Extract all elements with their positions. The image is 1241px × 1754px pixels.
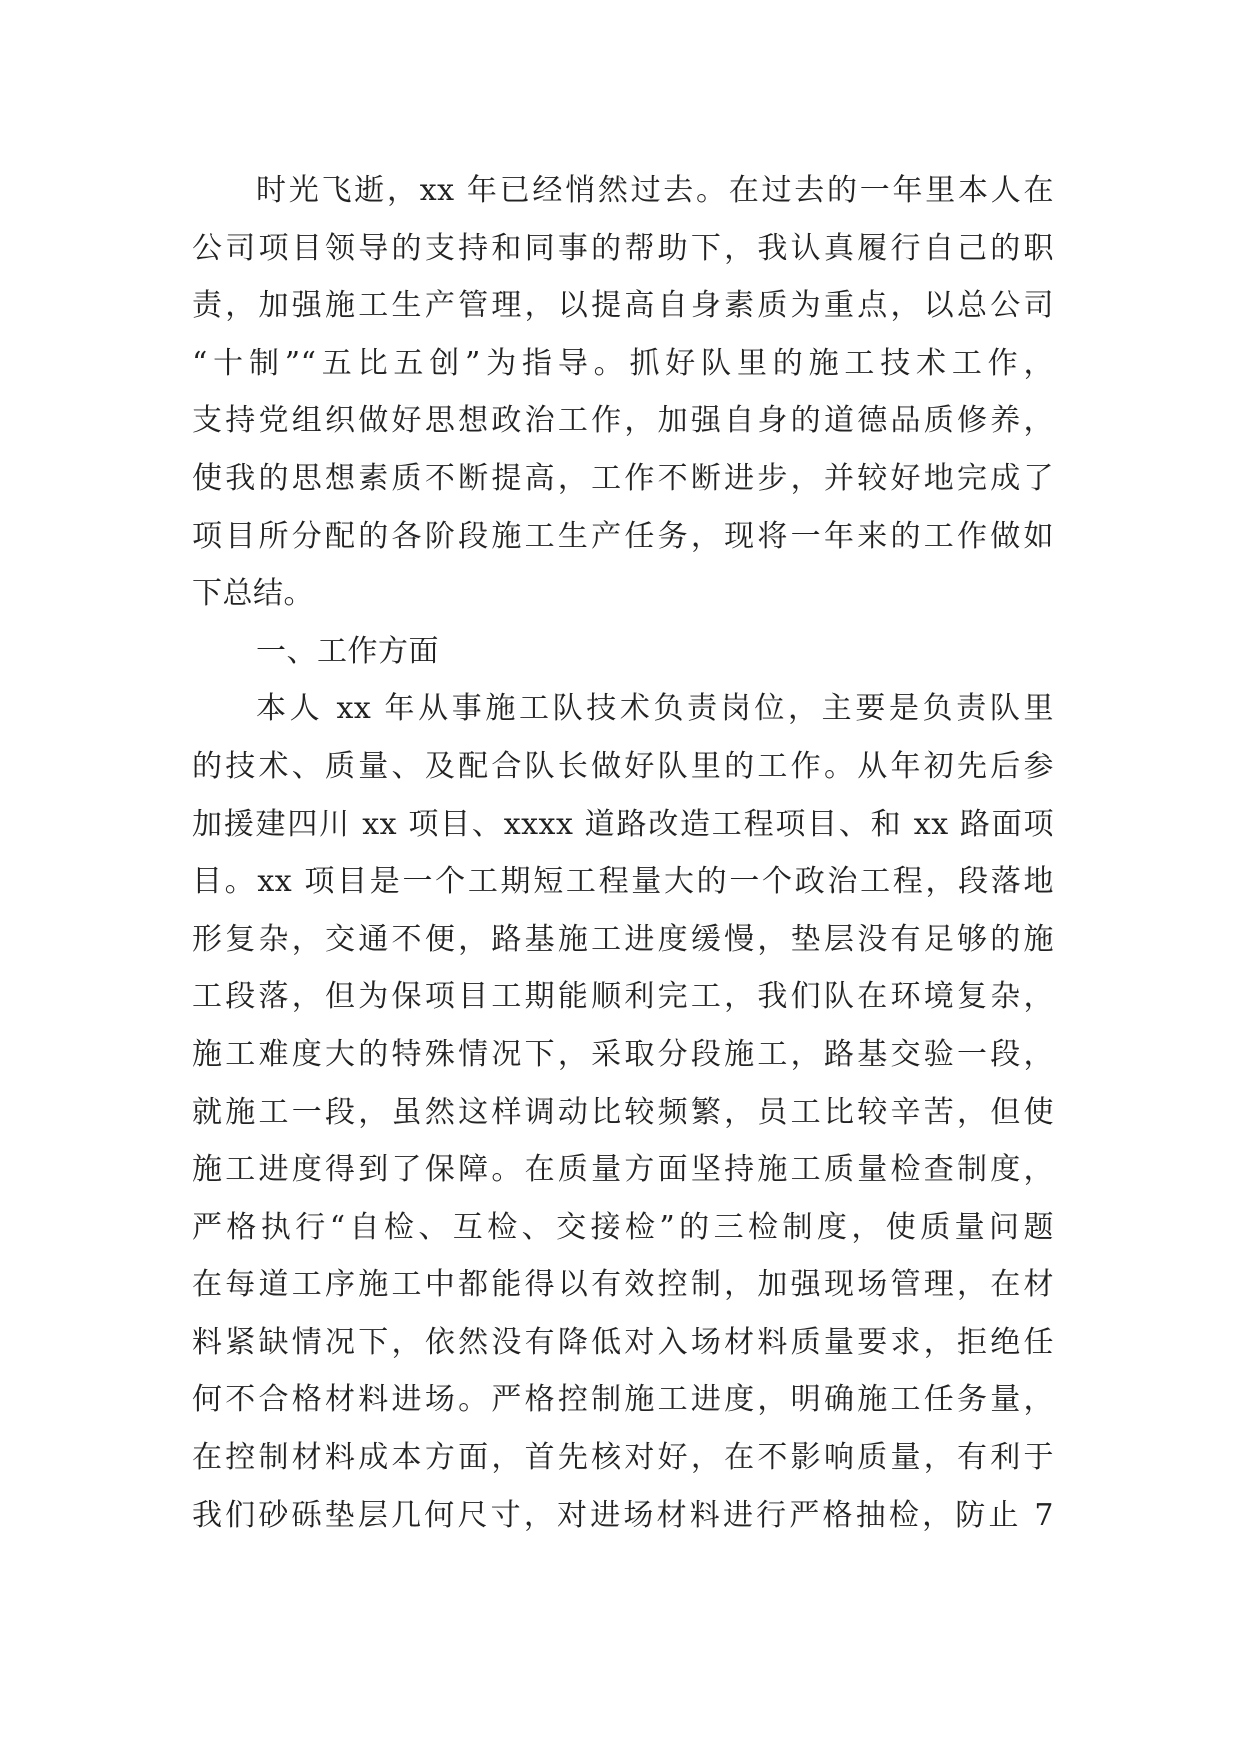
text-line: 的技术、质量、及配合队长做好队里的工作。从年初先后参 [192, 748, 1054, 784]
text-line: 施工进度得到了保障。在质量方面坚持施工质量检查制度， [192, 1152, 1054, 1188]
text-line: 在每道工序施工中都能得以有效控制，加强现场管理，在材 [192, 1267, 1054, 1303]
text-line: 形复杂，交通不便，路基施工进度缓慢，垫层没有足够的施 [192, 921, 1054, 957]
text-line: 工段落，但为保项目工期能顺利完工，我们队在环境复杂， [192, 979, 1054, 1015]
document-body [192, 162, 1054, 1544]
text-line: 项目所分配的各阶段施工生产任务，现将一年来的工作做如 [192, 518, 1054, 554]
text-line: 施工难度大的特殊情况下，采取分段施工，路基交验一段， [192, 1036, 1054, 1072]
text-line: 料紧缺情况下，依然没有降低对入场材料质量要求，拒绝任 [192, 1324, 1054, 1360]
text-line: 就施工一段，虽然这样调动比较频繁，员工比较辛苦，但使 [192, 1094, 1054, 1130]
text-line: 支持党组织做好思想政治工作，加强自身的道德品质修养， [192, 403, 1054, 439]
text-line: 公司项目领导的支持和同事的帮助下，我认真履行自己的职 [192, 230, 1054, 266]
intro-paragraph [192, 162, 1054, 623]
text-line: 本人 xx 年从事施工队技术负责岗位，主要是负责队里 [256, 691, 1054, 727]
text-line: 在控制材料成本方面，首先核对好，在不影响质量，有利于 [192, 1440, 1054, 1476]
text-line: 严格执行“自检、互检、交接检”的三检制度，使质量问题 [192, 1209, 1054, 1245]
text-line: 何不合格材料进场。严格控制施工进度，明确施工任务量， [192, 1382, 1054, 1418]
text-line: 加援建四川 xx 项目、xxxx 道路改造工程项目、和 xx 路面项 [192, 806, 1054, 842]
work-paragraph [192, 680, 1054, 1544]
text-line: 时光飞逝，xx 年已经悄然过去。在过去的一年里本人在 [256, 173, 1054, 208]
section-heading: 一、工作方面 [256, 633, 439, 669]
text-line: 责，加强施工生产管理，以提高自身素质为重点，以总公司 [192, 288, 1054, 324]
text-line: “十制”“五比五创”为指导。抓好队里的施工技术工作， [192, 345, 1054, 381]
text-line: 使我的思想素质不断提高，工作不断进步，并较好地完成了 [192, 460, 1054, 496]
text-line: 我们砂砾垫层几何尺寸，对进场材料进行严格抽检，防止 7 [192, 1497, 1054, 1533]
text-line: 目。xx 项目是一个工期短工程量大的一个政治工程，段落地 [192, 864, 1054, 900]
text-line: 下总结。 [192, 576, 314, 612]
